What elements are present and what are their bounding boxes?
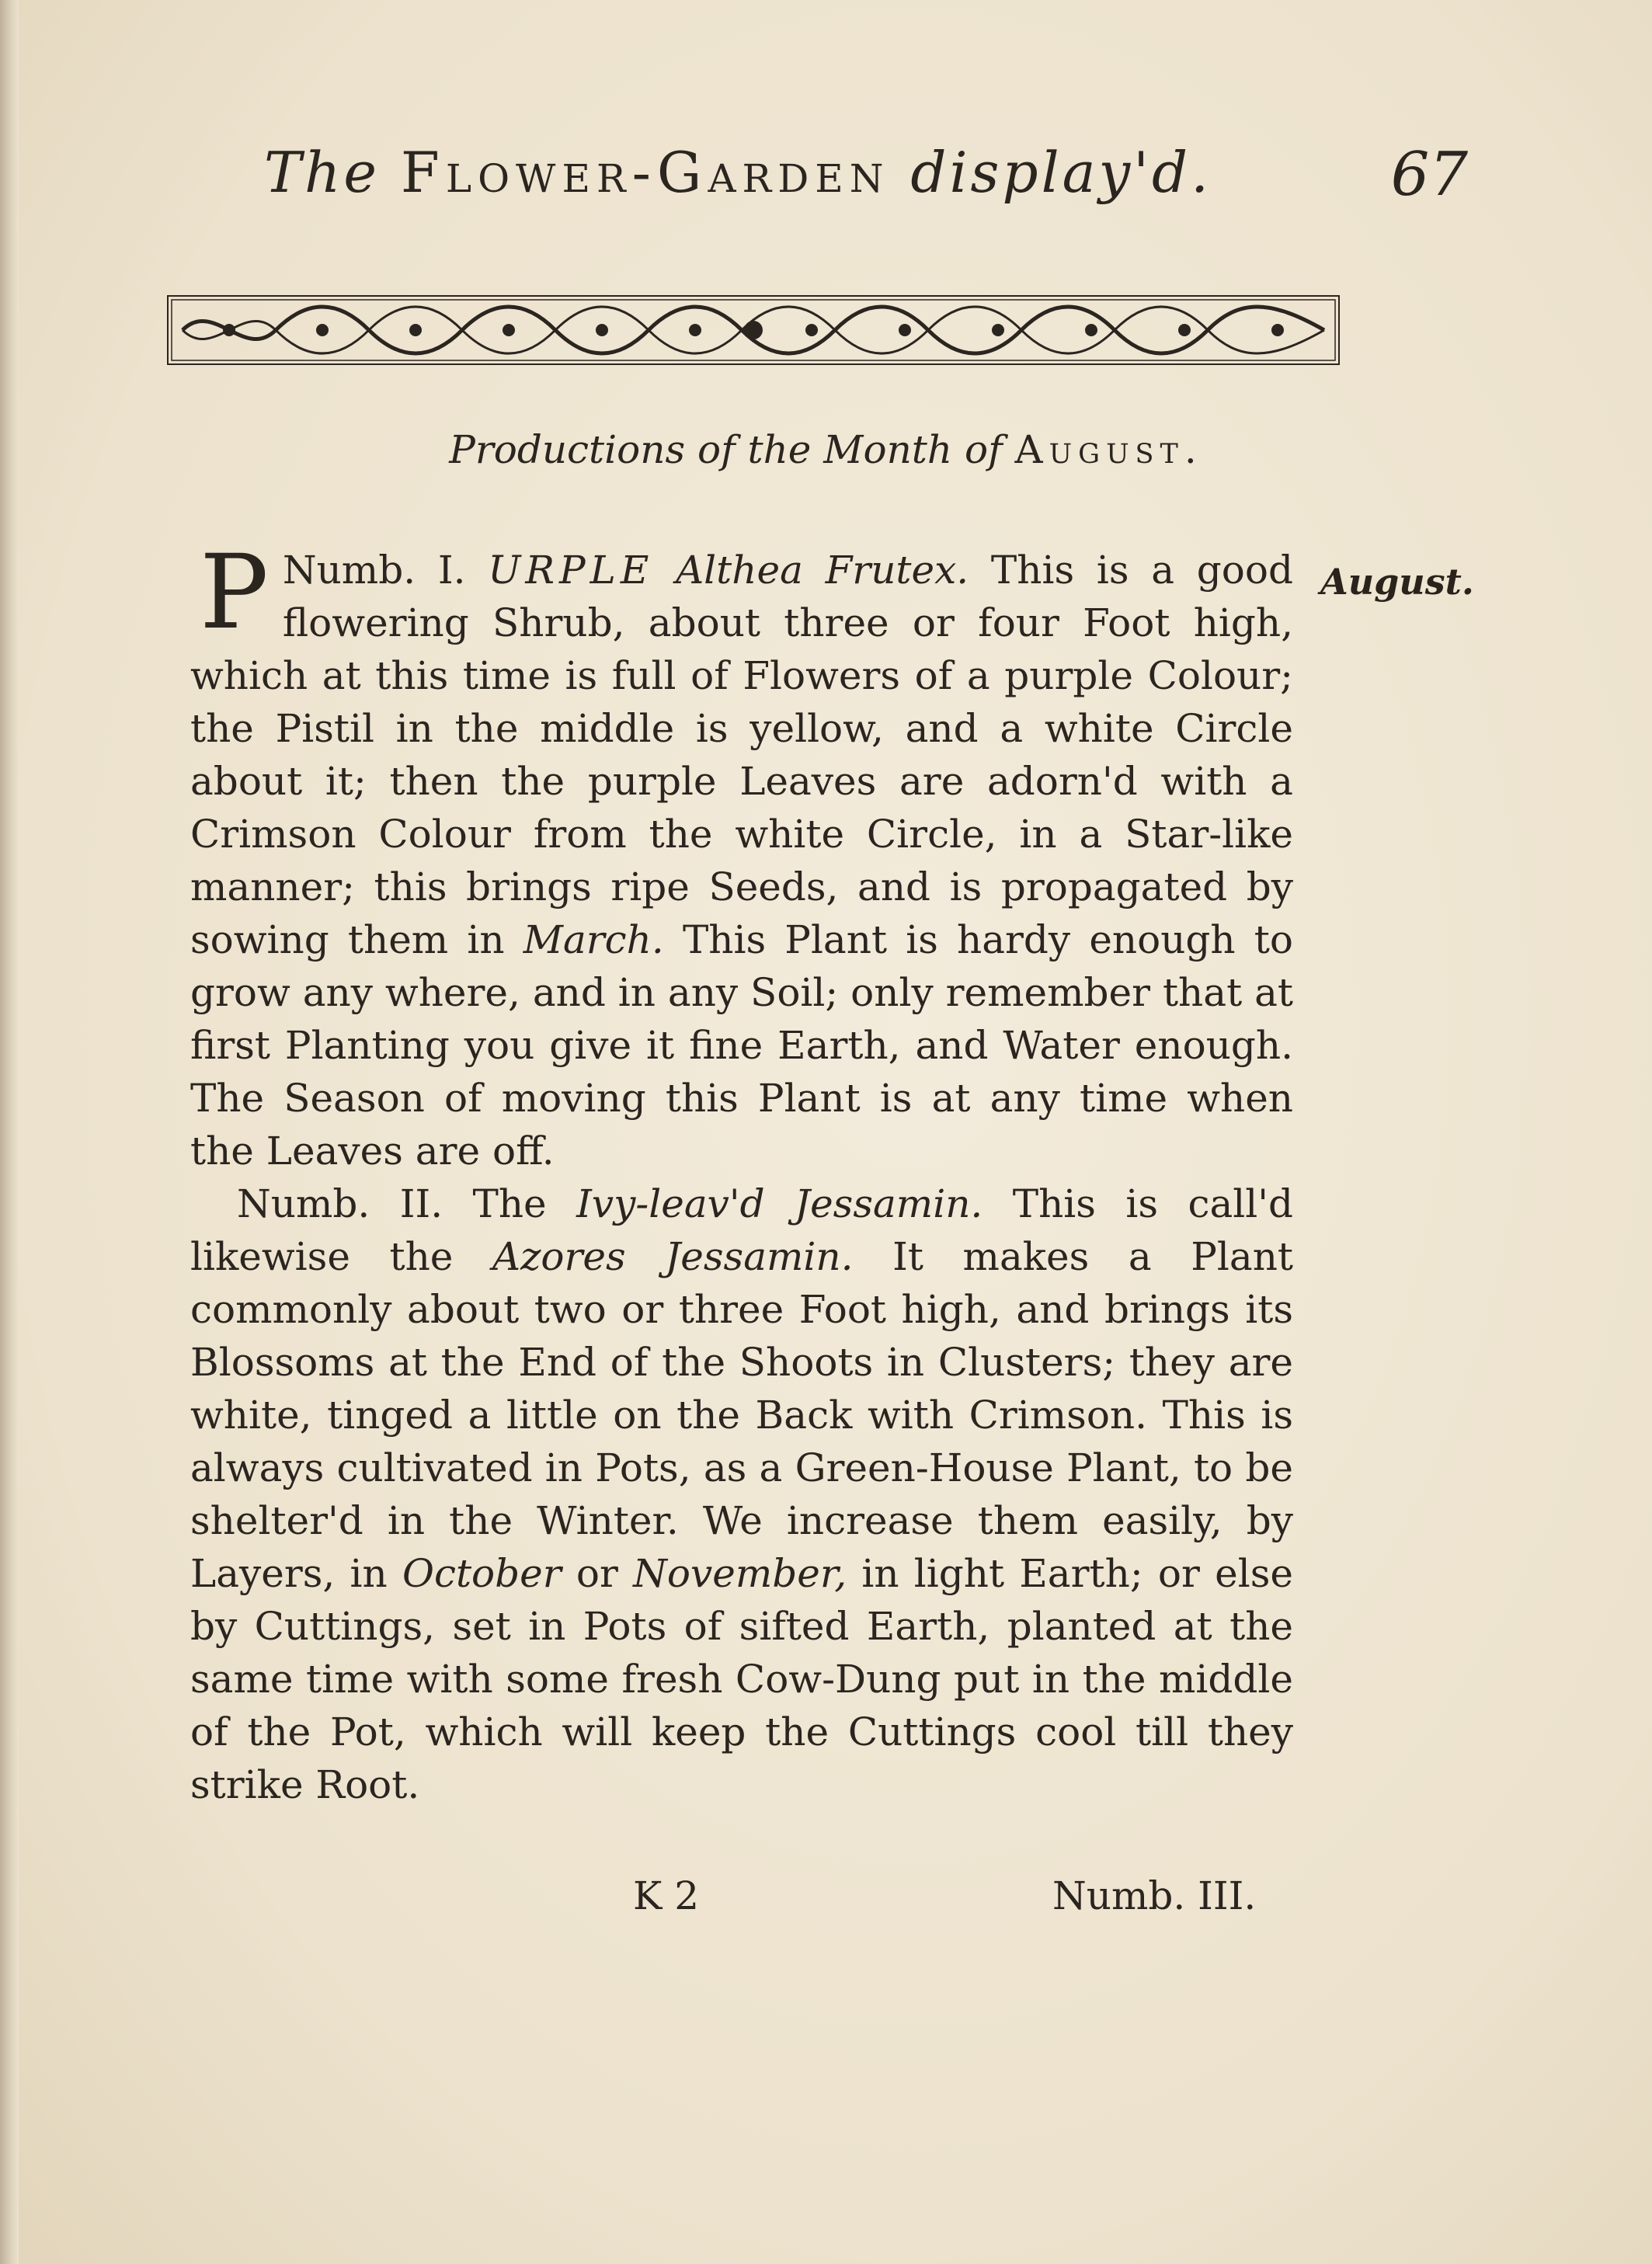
running-header: [264, 140, 1468, 233]
margin-note: August.: [1320, 561, 1474, 603]
section-title: Productions of the Month of August.: [449, 427, 1203, 472]
plant-name: Althea Frutex.: [676, 548, 969, 593]
paragraph-numb-1: Numb. I. P URPLE Althea Frutex. This is a good flowering Shrub, about three or four Foot high, which at this time is full of Flowers of a purple Colour; the Pistil in the middle is yellow, and a white Circle about it; then the purple Leaves are adorn'd with a Crimson Colour from the white Circle, in a Star-like manner; this brings ripe Seeds, and is propagated by sowing them in March. This Plant is hardy enough to grow any where, and in any Soil; only remember that at first Planting you give it fine Earth, and Water enough. The Season of moving this Plant is at any time when the Leaves are off.: [190, 533, 1293, 1174]
plant-name: Ivy-leav'd Jessamin.: [576, 1181, 983, 1226]
catchword: Numb. III.: [1052, 1873, 1257, 1918]
body-text: [190, 533, 1294, 1811]
header-title: The Flower-Garden display'd.: [264, 140, 1212, 205]
page-number: 67: [1390, 140, 1468, 210]
page-binding-edge: [0, 0, 19, 2264]
signature-mark: K 2: [633, 1873, 700, 1918]
paragraph-numb-2: Numb. II. The Ivy-leav'd Jessamin. This is call'd likewise the Azores Jessamin. It makes a Plant commonly about two or three Foot high, and brings its Blossoms at the End of the Shoots in Clusters; they are white, tinged a little on the Back with Crimson. This is always cultivated in Pots, as a Green-House Plant, to be shelter'd in the Winter. We increase them easily, by Layers, in October or November, in light Earth; or else by Cuttings, set in Pots of sifted Earth, planted at the same time with some fresh Cow-Dung put in the middle of the Pot, which will keep the Cuttings cool till they strike Root.: [190, 1181, 1294, 1807]
entry-number: Numb. II. The: [237, 1181, 547, 1226]
entry-number: Numb. I.: [282, 548, 466, 593]
decorative-headpiece: [167, 295, 1340, 365]
drop-cap: P: [200, 533, 269, 652]
